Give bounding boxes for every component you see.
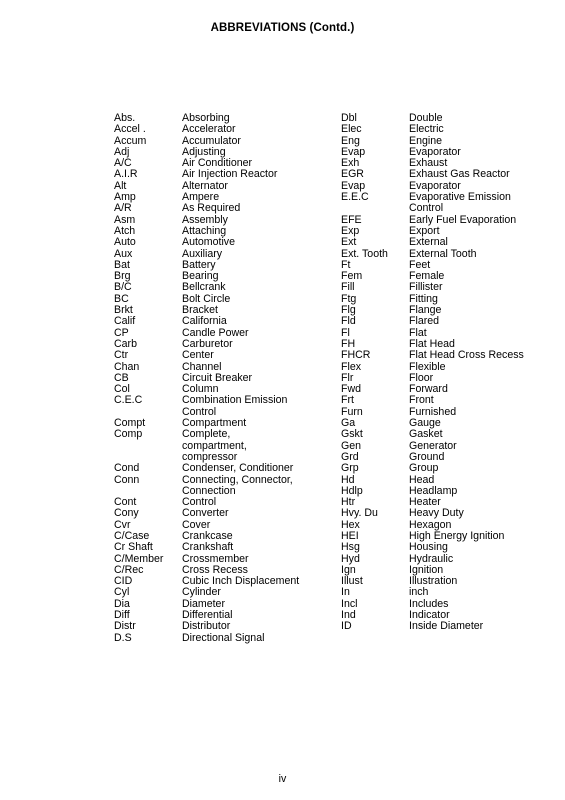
abbreviation-definition: Flat [409, 326, 427, 339]
abbreviation-definition: Hexagon [409, 518, 452, 531]
abbreviation-term: Conn [114, 473, 140, 486]
abbreviation-term: Calif [114, 315, 136, 328]
abbreviation-definition: Directional Signal [182, 631, 265, 644]
abbreviation-term: HEI [341, 529, 359, 542]
abbreviation-term: Chan [114, 360, 140, 373]
abbreviation-term: Evap [341, 179, 366, 192]
abbreviation-definition: Adjusting [182, 145, 226, 158]
abbreviation-entry [114, 316, 332, 327]
abbreviation-entry [341, 587, 559, 598]
abbreviation-definition: Diameter [182, 597, 225, 610]
abbreviation-entry [114, 429, 332, 463]
abbreviation-term: Carb [114, 337, 137, 350]
abbreviation-definition: Front [409, 394, 434, 407]
abbreviation-term: E.E.C [341, 191, 369, 204]
abbreviation-definition: Ignition [409, 563, 444, 576]
abbreviation-term: Accum [114, 134, 147, 147]
abbreviation-definition: Converter [182, 507, 229, 520]
abbreviation-term: A/R [114, 202, 132, 215]
abbreviation-term: Ext [341, 236, 357, 249]
abbreviation-definition: Accumulator [182, 134, 241, 147]
abbreviation-term: CID [114, 575, 133, 588]
abbreviation-term: EGR [341, 168, 364, 181]
abbreviation-term: Cr Shaft [114, 541, 153, 554]
abbreviation-definition: Inside Diameter [409, 620, 484, 633]
abbreviation-definition: Control [182, 496, 217, 509]
abbreviation-definition: Housing [409, 541, 448, 554]
abbreviation-definition: Bracket [182, 304, 218, 317]
abbreviation-entry [114, 475, 332, 498]
abbreviation-definition: Crossmember [182, 552, 249, 565]
abbreviation-definition: Electric [409, 123, 444, 136]
abbreviation-definition: Hydraulic [409, 552, 454, 565]
abbreviation-term: Asm [114, 213, 136, 226]
abbreviation-definition: Alternator [182, 179, 228, 192]
abbreviation-entry [341, 384, 559, 395]
abbreviation-term: Adj [114, 145, 130, 158]
abbreviation-term: Abs. [114, 112, 136, 124]
abbreviation-definition: Fitting [409, 292, 438, 305]
abbreviation-term: Hyd [341, 552, 360, 565]
abbreviation-entry [114, 237, 332, 248]
abbreviation-entry [114, 463, 332, 474]
abbreviation-entry [341, 531, 559, 542]
abbreviation-term: Ga [341, 417, 356, 430]
abbreviation-term: C.E.C [114, 394, 143, 407]
abbreviation-entry [341, 215, 559, 226]
abbreviation-term: A/C [114, 157, 132, 170]
abbreviation-definition: Flange [409, 304, 442, 317]
abbreviation-entry [341, 260, 559, 271]
abbreviation-definition: Gauge [409, 417, 441, 430]
page-title: ABBREVIATIONS (Contd.) [210, 22, 355, 34]
abbreviation-term: Flg [341, 304, 356, 317]
abbreviation-term: Fill [341, 281, 355, 294]
abbreviation-definition: Evaporator [409, 145, 461, 158]
abbreviation-definition: Crankcase [182, 529, 233, 542]
abbreviation-definition: Generator [409, 439, 457, 452]
abbreviation-entry [341, 621, 559, 632]
abbreviation-entry [114, 181, 332, 192]
abbreviation-entry [114, 124, 332, 135]
abbreviation-entry [341, 452, 559, 463]
abbreviation-entry [114, 576, 332, 587]
abbreviation-definition: Forward [409, 383, 448, 396]
abbreviation-entry [114, 203, 332, 214]
abbreviation-entry [114, 395, 332, 418]
abbreviation-definition: Fillister [409, 281, 443, 294]
page-number: iv [278, 773, 287, 785]
abbreviation-definition: Indicator [409, 609, 450, 622]
abbreviation-entry [114, 373, 332, 384]
abbreviation-definition: Feet [409, 258, 431, 271]
abbreviation-definition: Bearing [182, 270, 219, 283]
abbreviation-term: Distr [114, 620, 136, 633]
abbreviation-definition: Cover [182, 518, 211, 531]
abbreviation-entry [341, 362, 559, 373]
abbreviation-definition: Automotive [182, 236, 235, 249]
abbreviation-term: Ftg [341, 292, 357, 305]
abbreviation-term: Hd [341, 473, 355, 486]
abbreviation-term: Cvr [114, 518, 131, 531]
abbreviation-term: Cyl [114, 586, 130, 599]
abbreviation-definition: Combination Emission Control [182, 394, 288, 418]
abbreviation-term: C/Case [114, 529, 150, 542]
abbreviation-definition: Center [182, 349, 214, 362]
abbreviation-term: Evap [341, 145, 366, 158]
abbreviation-entry [341, 294, 559, 305]
abbreviation-definition: Evaporator [409, 179, 461, 192]
abbreviation-term: Ctr [114, 349, 129, 362]
abbreviation-term: Fem [341, 270, 363, 283]
abbreviation-definition: Early Fuel Evaporation [409, 213, 517, 226]
abbreviation-term: Grp [341, 462, 359, 475]
abbreviation-entry [341, 350, 559, 361]
abbreviation-term: Comp [114, 428, 143, 441]
abbreviation-definition: Heavy Duty [409, 507, 464, 520]
abbreviation-term: CP [114, 326, 129, 339]
abbreviation-definition: inch [409, 586, 429, 599]
abbreviation-definition: Bolt Circle [182, 292, 231, 305]
abbreviation-entry [114, 249, 332, 260]
abbreviation-term: Compt [114, 417, 146, 430]
abbreviation-definition: Ground [409, 450, 445, 463]
abbreviation-definition: Assembly [182, 213, 228, 226]
abbreviation-term: FH [341, 337, 356, 350]
abbreviation-term: Gen [341, 439, 362, 452]
abbreviation-definition: Absorbing [182, 112, 230, 124]
abbreviation-definition: Bellcrank [182, 281, 226, 294]
abbreviation-definition: Engine [409, 134, 442, 147]
abbreviation-entry [114, 621, 332, 632]
abbreviation-term: Alt [114, 179, 127, 192]
abbreviation-term: Diff [114, 609, 130, 622]
abbreviation-term: Flr [341, 371, 354, 384]
abbreviation-entry [341, 554, 559, 565]
abbreviation-term: A.I.R [114, 168, 138, 181]
abbreviation-entry [341, 237, 559, 248]
abbreviation-term: Dbl [341, 112, 357, 124]
abbreviation-term: Ext. Tooth [341, 247, 388, 260]
abbreviation-definition: Export [409, 224, 440, 237]
abbreviation-definition: Head [409, 473, 435, 486]
abbreviation-definition: Cross Recess [182, 563, 248, 576]
abbreviation-term: FHCR [341, 349, 371, 362]
abbreviation-term: Auto [114, 236, 136, 249]
abbreviation-entry [341, 599, 559, 610]
abbreviation-term: Eng [341, 134, 360, 147]
abbreviation-entry [114, 508, 332, 519]
abbreviation-term: In [341, 586, 350, 599]
abbreviation-term: Ign [341, 563, 356, 576]
abbreviation-term: Elec [341, 123, 362, 136]
abbreviation-definition: Column [182, 383, 219, 396]
abbreviation-definition: Candle Power [182, 326, 249, 339]
abbreviation-term: Cont [114, 496, 137, 509]
abbreviation-term: Furn [341, 405, 363, 418]
abbreviation-definition: Flat Head [409, 337, 455, 350]
abbreviation-entry [341, 576, 559, 587]
abbreviation-entry [114, 542, 332, 553]
abbreviation-term: Flex [341, 360, 362, 373]
abbreviation-definition: Exhaust [409, 157, 448, 170]
abbreviation-term: Fwd [341, 383, 362, 396]
abbreviation-term: Exh [341, 157, 360, 170]
abbreviation-definition: Headlamp [409, 484, 458, 497]
abbreviation-definition: Female [409, 270, 445, 283]
abbreviation-term: Gskt [341, 428, 363, 441]
abbreviation-definition: External [409, 236, 448, 249]
abbreviation-entry [341, 192, 559, 215]
abbreviation-definition: Crankshaft [182, 541, 234, 554]
abbreviation-definition: Attaching [182, 224, 227, 237]
abbreviation-definition: Cylinder [182, 586, 221, 599]
abbreviation-term: Ind [341, 609, 356, 622]
abbreviation-term: Brkt [114, 304, 133, 317]
abbreviation-term: Accel . [114, 123, 146, 136]
abbreviation-term: Hvy. Du [341, 507, 378, 520]
abbreviation-definition: Flexible [409, 360, 446, 373]
abbreviation-definition: Accelerator [182, 123, 236, 136]
abbreviation-term: Htr [341, 496, 356, 509]
abbreviation-definition: As Required [182, 202, 241, 215]
abbreviation-term: B/C [114, 281, 132, 294]
abbreviation-term: Atch [114, 224, 136, 237]
abbreviation-definition: Ampere [182, 191, 220, 204]
abbreviation-definition: Flared [409, 315, 440, 328]
abbreviation-definition: Auxiliary [182, 247, 223, 260]
abbreviation-term: Aux [114, 247, 133, 260]
abbreviation-definition: Gasket [409, 428, 443, 441]
abbreviation-term: Fl [341, 326, 350, 339]
abbreviation-term: Illust [341, 575, 363, 588]
abbreviation-definition: Circuit Breaker [182, 371, 253, 384]
abbreviation-definition: Illustration [409, 575, 458, 588]
abbreviation-list-right [341, 113, 559, 633]
abbreviation-entry [114, 294, 332, 305]
abbreviation-entry [341, 226, 559, 237]
abbreviation-entry [341, 542, 559, 553]
abbreviation-entry [114, 339, 332, 350]
abbreviation-term: ID [341, 620, 352, 633]
abbreviation-entry [341, 407, 559, 418]
abbreviation-list-left [114, 113, 332, 644]
abbreviation-entry [341, 418, 559, 429]
abbreviation-term: Hex [341, 518, 360, 531]
abbreviation-definition: California [182, 315, 227, 328]
abbreviation-term: Cony [114, 507, 139, 520]
abbreviation-entry [341, 373, 559, 384]
abbreviation-entry [341, 508, 559, 519]
abbreviation-term: Ft [341, 258, 351, 271]
abbreviation-term: Grd [341, 450, 359, 463]
abbreviation-definition: Connecting, Connector, Connection [182, 473, 293, 497]
abbreviation-term: Hsg [341, 541, 360, 554]
abbreviation-entry [341, 282, 559, 293]
abbreviation-term: Cond [114, 462, 140, 475]
abbreviation-term: CB [114, 371, 129, 384]
abbreviation-term: C/Member [114, 552, 164, 565]
abbreviation-definition: Furnished [409, 405, 457, 418]
abbreviation-entry [341, 124, 559, 135]
abbreviation-definition: Floor [409, 371, 434, 384]
abbreviation-definition: Channel [182, 360, 222, 373]
abbreviation-term: Brg [114, 270, 131, 283]
abbreviation-entry [341, 441, 559, 452]
abbreviation-definition: Double [409, 112, 443, 124]
abbreviation-definition: Differential [182, 609, 233, 622]
abbreviation-term: Amp [114, 191, 136, 204]
abbreviation-definition: Evaporative Emission Control [409, 191, 511, 215]
abbreviation-entry [341, 316, 559, 327]
abbreviation-term: Dia [114, 597, 130, 610]
abbreviation-definition: Group [409, 462, 439, 475]
abbreviation-definition: Air Injection Reactor [182, 168, 278, 181]
abbreviation-entry [114, 633, 332, 644]
abbreviation-definition: Complete, compartment, compressor [182, 428, 247, 463]
abbreviation-term: Incl [341, 597, 358, 610]
abbreviation-term: C/Rec [114, 563, 144, 576]
abbreviation-definition: Air Conditioner [182, 157, 253, 170]
abbreviation-definition: External Tooth [409, 247, 477, 260]
abbreviation-definition: Condenser, Conditioner [182, 462, 294, 475]
abbreviation-entry [341, 429, 559, 440]
abbreviation-definition: Compartment [182, 417, 247, 430]
abbreviation-term: Frt [341, 394, 354, 407]
abbreviation-definition: Flat Head Cross Recess [409, 349, 524, 362]
abbreviation-entry [341, 271, 559, 282]
abbreviation-term: EFE [341, 213, 362, 226]
abbreviation-definition: High Energy Ignition [409, 529, 505, 542]
abbreviation-entry [341, 113, 559, 124]
abbreviation-entry [341, 305, 559, 316]
abbreviation-entry [341, 463, 559, 474]
abbreviation-definition: Battery [182, 258, 216, 271]
abbreviation-entry [341, 147, 559, 158]
abbreviation-definition: Heater [409, 496, 441, 509]
abbreviation-term: Exp [341, 224, 360, 237]
abbreviation-entry [114, 260, 332, 271]
abbreviation-entry [341, 249, 559, 260]
abbreviation-term: D.S [114, 631, 132, 644]
abbreviation-entry [114, 350, 332, 361]
abbreviation-term: Hdlp [341, 484, 363, 497]
abbreviation-definition: Includes [409, 597, 449, 610]
abbreviation-term: BC [114, 292, 129, 305]
abbreviation-definition: Cubic Inch Displacement [182, 575, 300, 588]
abbreviation-term: Bat [114, 258, 130, 271]
abbreviation-definition: Distributor [182, 620, 231, 633]
abbreviation-term: Col [114, 383, 130, 396]
abbreviation-definition: Exhaust Gas Reactor [409, 168, 510, 181]
abbreviation-definition: Carburetor [182, 337, 233, 350]
abbreviation-entry [341, 486, 559, 497]
abbreviation-term: Fld [341, 315, 356, 328]
